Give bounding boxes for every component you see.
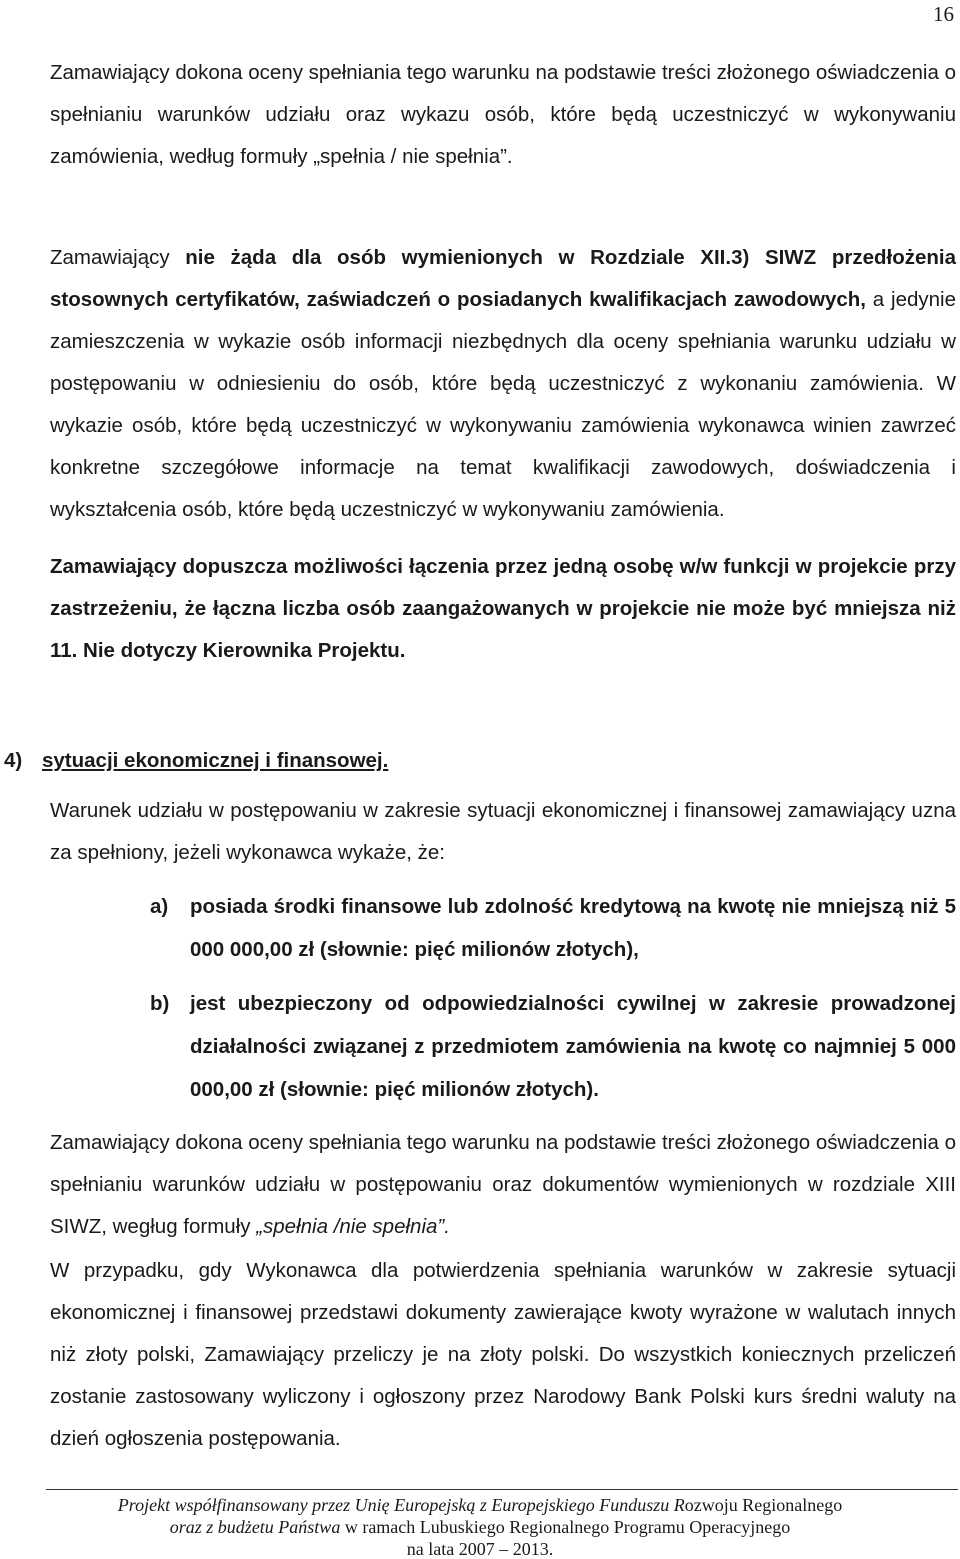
footer-line-1 — [0, 1494, 960, 1516]
list-item-a — [150, 885, 956, 971]
paragraph-financial-condition: Warunek udziału w postępowaniu w zakresie sytuacji ekonomicznej i finansowej zamawiający uzna za spełniony, jeżeli wykonawca wykaże, że: — [50, 799, 956, 864]
paragraph-evaluation-staff: Zamawiający dokona oceny spełniania tego warunku na podstawie treści złożonego oświadczenia o spełnianiu warunków udziału oraz wykazu osób, które będą uczestniczyć w wykonywaniu zamówienia, według formuły „spełnia / nie spełnia”. — [50, 61, 956, 168]
list-item-label: a) — [150, 895, 169, 918]
list-item-text: posiada środki finansowe lub zdolność kredytową na kwotę nie mniejszą niż 5 000 000,00 zł (słownie: pięć milionów złotych), — [190, 895, 956, 961]
certificates-rest: a jedynie zamieszczenia w wykazie osób informacji niezbędnych dla oceny spełniania warunku udziału w postępowaniu w odniesieniu do osób, które będą uczestniczyć z wykonaniu zamówienia. W wykazie osób, które będą uczestniczyć w wykonywaniu zamówienia wykonawca winien zawrzeć konkretne szczegółowe informacje na temat kwalifikacji zawodowych, doświadczenia i wykształcenia osób, które będą uczestniczyć w wykonywaniu zamówienia. — [50, 288, 956, 521]
section-title: sytuacji ekonomicznej i finansowej. — [42, 749, 389, 772]
paragraph-evaluation-financial — [50, 1122, 956, 1248]
page-number: 16 — [933, 2, 954, 26]
list-item-label: b) — [150, 992, 170, 1015]
section-number: 4) — [4, 749, 23, 772]
footer-line-2-italic: oraz z budżetu Państwa — [169, 1517, 341, 1537]
footer — [0, 1494, 960, 1559]
certificates-bold: nie żąda dla osób wymienionych w Rozdziale XII.3) SIWZ przedłożenia stosownych certyfikatów, zaświadczeń o posiadanych kwalifikacjach zawodowych, — [50, 246, 956, 311]
evaluation-formula: „spełnia /nie spełnia”. — [256, 1215, 450, 1238]
section-heading-4 — [4, 740, 388, 782]
footer-line-1-rest: ozwoju Regionalnego — [684, 1495, 843, 1515]
footer-line-1-italic: Projekt współfinansowany przez Unię Europejską z Europejskiego Funduszu R — [117, 1495, 685, 1515]
paragraph-currency-conversion: W przypadku, gdy Wykonawca dla potwierdzenia spełniania warunków w zakresie sytuacji ekonomicznej i finansowej przedstawi dokumenty zawierające kwoty wyrażone w walutach innych niż złoty polski, Zamawiający przeliczy je na złoty polski. Do wszystkich koniecznych przeliczeń zostanie zastosowany wyliczony i ogłoszony przez Narodowy Bank Polski kurs średni waluty na dzień ogłoszenia postępowania. — [50, 1259, 956, 1450]
footer-line-3: na lata 2007 – 2013. — [406, 1539, 554, 1559]
footer-line-2-rest: w ramach Lubuskiego Regionalnego Programu Operacyjnego — [340, 1517, 791, 1537]
list-item-text: jest ubezpieczony od odpowiedzialności cywilnej w zakresie prowadzonej działalności związanej z przedmiotem zamówienia na kwotę co najmniej 5 000 000,00 zł (słownie: pięć milionów złotych). — [190, 992, 956, 1101]
paragraph-certificates — [50, 237, 956, 531]
certificates-lead: Zamawiający — [50, 246, 186, 269]
footer-divider — [46, 1489, 958, 1490]
footer-line-2 — [0, 1516, 960, 1538]
evaluation-text: Zamawiający dokona oceny spełniania tego warunku na podstawie treści złożonego oświadczenia o spełnianiu warunków udziału w postępowaniu oraz dokumentów wymienionych w rozdziale XIII SIWZ, wegług formuły — [50, 1131, 956, 1238]
list-item-b — [150, 982, 956, 1111]
paragraph-combining-functions: Zamawiający dopuszcza możliwości łączenia przez jedną osobę w/w funkcji w projekcie przy zastrzeżeniu, że łączna liczba osób zaangażowanych w projekcie nie może być mniejsza niż 11. Nie dotyczy Kierownika Projektu. — [50, 555, 956, 662]
